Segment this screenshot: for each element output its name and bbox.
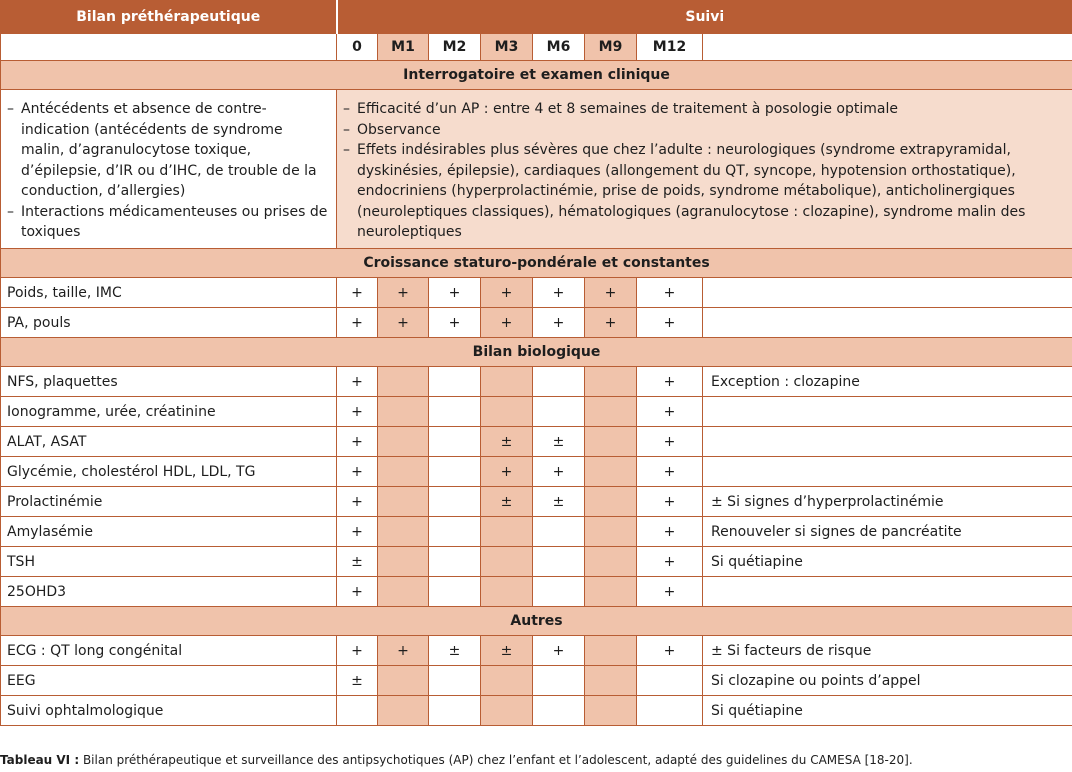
header-pretherapeutic: Bilan préthérapeutique (1, 1, 337, 34)
mark-cell: + (637, 517, 703, 547)
row-label: Ionogramme, urée, créatinine (1, 397, 337, 427)
mark-cell (378, 577, 429, 607)
header-row (1, 1, 1072, 34)
list-item: – Efficacité d’un AP : entre 4 et 8 semaines de traitement à posologie optimale (343, 99, 1066, 120)
mark-cell: + (533, 636, 585, 666)
table-row (1, 308, 1072, 338)
row-note: ± Si signes d’hyperprolactinémie (703, 487, 1072, 517)
mark-cell (429, 487, 481, 517)
mark-cell: ± (337, 666, 378, 696)
mark-cell: + (337, 308, 378, 338)
row-label: ECG : QT long congénital (1, 636, 337, 666)
clinic-follow-up-cell (337, 90, 1072, 249)
mark-cell (378, 666, 429, 696)
row-label: EEG (1, 666, 337, 696)
mark-cell: + (637, 278, 703, 308)
mark-cell (585, 517, 637, 547)
section-row (1, 61, 1072, 90)
row-note (703, 278, 1072, 308)
row-label: 25OHD3 (1, 577, 337, 607)
mark-cell (481, 696, 533, 726)
row-label: Poids, taille, IMC (1, 278, 337, 308)
section-row (1, 338, 1072, 367)
mark-cell (585, 696, 637, 726)
mark-cell (585, 427, 637, 457)
month-header: 0 (337, 34, 378, 61)
mark-cell (533, 577, 585, 607)
mark-cell (481, 367, 533, 397)
mark-cell: + (337, 457, 378, 487)
row-label: PA, pouls (1, 308, 337, 338)
mark-cell (533, 696, 585, 726)
mark-cell: + (337, 517, 378, 547)
mark-cell: + (637, 308, 703, 338)
mark-cell: + (337, 427, 378, 457)
mark-cell: + (637, 367, 703, 397)
mark-cell: ± (481, 636, 533, 666)
table-caption (0, 752, 913, 768)
mark-cell (429, 367, 481, 397)
caption-text: Bilan préthérapeutique et surveillance des antipsychotiques (AP) chez l’enfant et l’adolescent, adapté des guidelines du CAMESA [18-20]. (82, 753, 913, 767)
list-item: – Observance (343, 120, 1066, 141)
mark-cell: + (533, 278, 585, 308)
mark-cell: + (429, 278, 481, 308)
mark-cell (481, 577, 533, 607)
row-note (703, 457, 1072, 487)
mark-cell: ± (533, 487, 585, 517)
mark-cell: + (378, 308, 429, 338)
clinic-pretherapeutic-cell (1, 90, 337, 249)
row-note: Renouveler si signes de pancréatite (703, 517, 1072, 547)
mark-cell: + (429, 308, 481, 338)
mark-cell: + (533, 457, 585, 487)
clinic-right-list (343, 99, 1066, 243)
month-header: M6 (533, 34, 585, 61)
mark-cell (378, 487, 429, 517)
mark-cell: + (637, 427, 703, 457)
row-note (703, 577, 1072, 607)
table-row (1, 367, 1072, 397)
mark-cell (533, 547, 585, 577)
mark-cell: + (481, 308, 533, 338)
row-label: NFS, plaquettes (1, 367, 337, 397)
clinic-row (1, 90, 1072, 249)
mark-cell (637, 666, 703, 696)
mark-cell (585, 487, 637, 517)
mark-cell: + (637, 547, 703, 577)
row-note: Si quétiapine (703, 547, 1072, 577)
row-label: TSH (1, 547, 337, 577)
table-row (1, 457, 1072, 487)
mark-cell: ± (481, 427, 533, 457)
mark-cell (429, 696, 481, 726)
mark-cell (378, 517, 429, 547)
mark-cell (585, 666, 637, 696)
mark-cell (585, 547, 637, 577)
mark-cell (429, 397, 481, 427)
row-note (703, 397, 1072, 427)
table-row (1, 696, 1072, 726)
mark-cell: + (637, 487, 703, 517)
mark-cell: + (637, 577, 703, 607)
mark-cell (378, 457, 429, 487)
mark-cell (585, 577, 637, 607)
mark-cell: + (378, 636, 429, 666)
list-item: – Antécédents et absence de contre-indication (antécédents de syndrome malin, d’agranulocytose toxique, d’épilepsie, d’IR ou d’IHC, de trouble de la conduction, d’allergies) (7, 99, 330, 202)
mark-cell: + (481, 278, 533, 308)
table-row (1, 487, 1072, 517)
mark-cell (429, 577, 481, 607)
mark-cell: + (533, 308, 585, 338)
mark-cell (585, 367, 637, 397)
mark-cell (378, 547, 429, 577)
mark-cell: ± (481, 487, 533, 517)
mark-cell: + (378, 278, 429, 308)
mark-cell: + (637, 457, 703, 487)
mark-cell: + (337, 397, 378, 427)
mark-cell (585, 636, 637, 666)
mark-cell (378, 427, 429, 457)
mark-cell: + (637, 636, 703, 666)
mark-cell (585, 397, 637, 427)
table-row (1, 636, 1072, 666)
row-note: Si clozapine ou points d’appel (703, 666, 1072, 696)
months-empty-note (703, 34, 1072, 61)
month-header: M3 (481, 34, 533, 61)
row-label: Prolactinémie (1, 487, 337, 517)
row-label: Amylasémie (1, 517, 337, 547)
mark-cell: + (481, 457, 533, 487)
table-row (1, 278, 1072, 308)
row-note (703, 427, 1072, 457)
mark-cell (637, 696, 703, 726)
table-row (1, 397, 1072, 427)
mark-cell (429, 517, 481, 547)
mark-cell (481, 666, 533, 696)
mark-cell: + (337, 278, 378, 308)
mark-cell (378, 397, 429, 427)
row-note (703, 308, 1072, 338)
mark-cell (481, 547, 533, 577)
table-body (1, 1, 1072, 726)
months-row (1, 34, 1072, 61)
clinic-left-list (7, 99, 330, 243)
mark-cell (429, 427, 481, 457)
row-note: ± Si facteurs de risque (703, 636, 1072, 666)
mark-cell: + (337, 487, 378, 517)
mark-cell (533, 666, 585, 696)
section-row (1, 249, 1072, 278)
mark-cell (481, 397, 533, 427)
mark-cell (337, 696, 378, 726)
months-empty-cell (1, 34, 337, 61)
mark-cell (378, 696, 429, 726)
mark-cell: ± (429, 636, 481, 666)
mark-cell: + (337, 636, 378, 666)
mark-cell: + (637, 397, 703, 427)
section-row (1, 607, 1072, 636)
month-header: M12 (637, 34, 703, 61)
mark-cell (585, 457, 637, 487)
month-header: M2 (429, 34, 481, 61)
mark-cell: + (585, 278, 637, 308)
section-title: Interrogatoire et examen clinique (1, 61, 1072, 90)
mark-cell (533, 397, 585, 427)
month-header: M9 (585, 34, 637, 61)
mark-cell (429, 547, 481, 577)
mark-cell (533, 517, 585, 547)
section-title: Croissance staturo-pondérale et constantes (1, 249, 1072, 278)
row-note: Exception : clozapine (703, 367, 1072, 397)
mark-cell (378, 367, 429, 397)
list-item: – Interactions médicamenteuses ou prises de toxiques (7, 202, 330, 243)
table-row (1, 427, 1072, 457)
mark-cell (429, 457, 481, 487)
mark-cell (481, 517, 533, 547)
mark-cell: ± (337, 547, 378, 577)
mark-cell (429, 666, 481, 696)
mark-cell: + (337, 577, 378, 607)
row-label: Glycémie, cholestérol HDL, LDL, TG (1, 457, 337, 487)
table-row (1, 666, 1072, 696)
table-row (1, 517, 1072, 547)
table-row (1, 547, 1072, 577)
list-item: – Effets indésirables plus sévères que chez l’adulte : neurologiques (syndrome extrapyramidal, dyskinésies, épilepsie), cardiaques (allongement du QT, syncope, hypotension orthostatique), endocriniens (hyperprolactinémie, prise de poids, syndrome métabolique), anticholinergiques (neuroleptiques classiques), hématologiques (agranulocytose : clozapine), syndrome malin des neuroleptiques (343, 140, 1066, 243)
row-note: Si quétiapine (703, 696, 1072, 726)
section-title: Autres (1, 607, 1072, 636)
caption-label: Tableau VI : (0, 753, 80, 767)
row-label: Suivi ophtalmologique (1, 696, 337, 726)
mark-cell: + (337, 367, 378, 397)
table-row (1, 577, 1072, 607)
mark-cell: + (585, 308, 637, 338)
header-follow-up: Suivi (337, 1, 1072, 34)
row-label: ALAT, ASAT (1, 427, 337, 457)
section-title: Bilan biologique (1, 338, 1072, 367)
month-header: M1 (378, 34, 429, 61)
mark-cell (533, 367, 585, 397)
mark-cell: ± (533, 427, 585, 457)
